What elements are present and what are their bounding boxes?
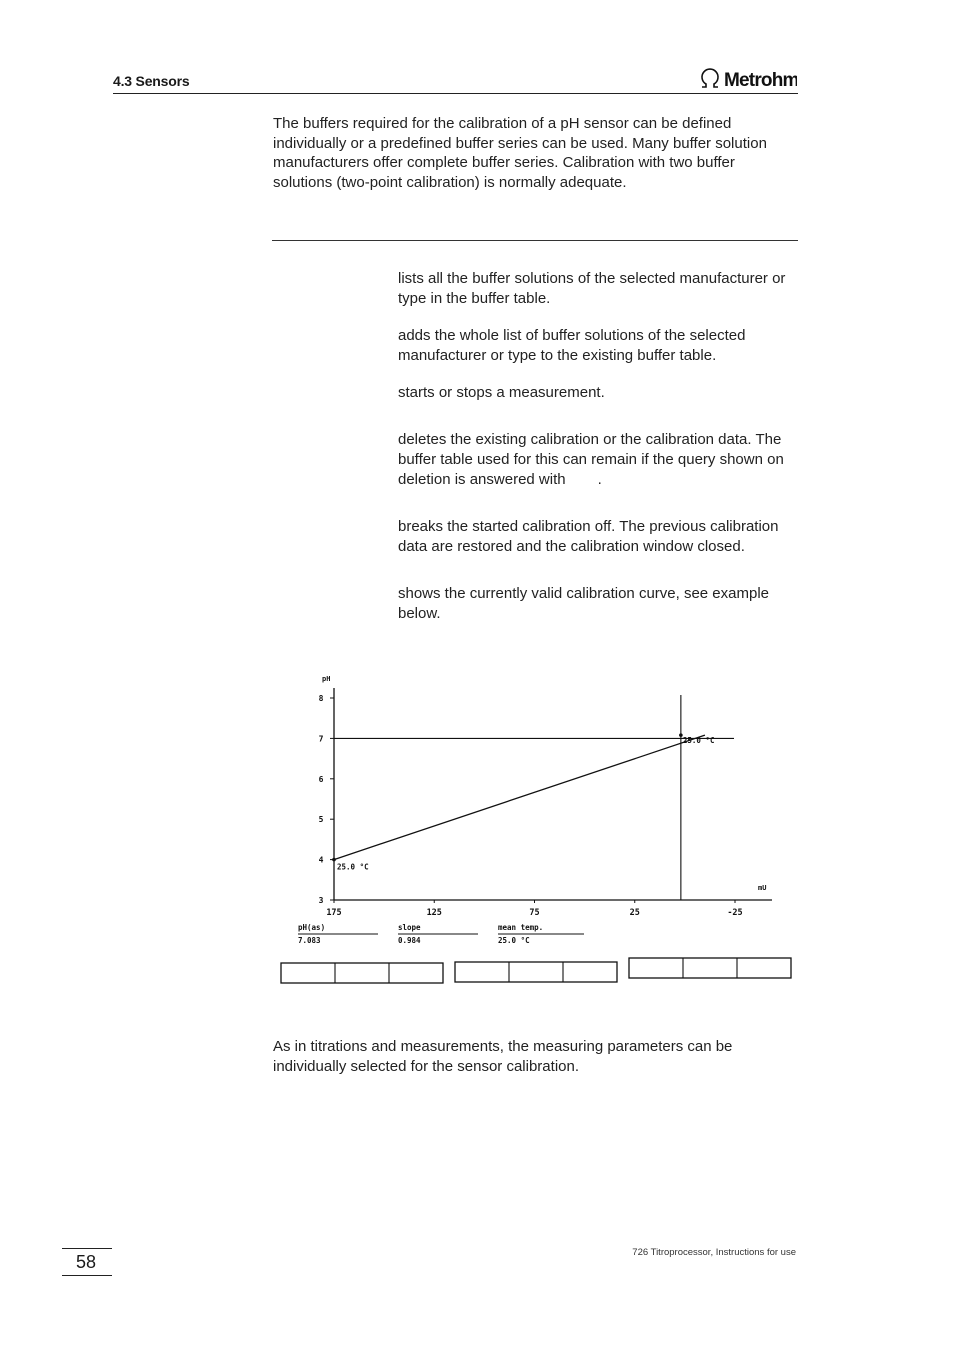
field-value: 25.0 °C <box>498 936 530 945</box>
y-axis-label: pH <box>322 675 331 683</box>
section-divider <box>272 240 798 241</box>
y-tick-label: 4 <box>318 855 324 865</box>
field-value: 7.083 <box>298 936 321 945</box>
omega-icon <box>702 69 718 87</box>
x-tick-label: -25 <box>727 908 743 918</box>
description-show-list: lists all the buffer solutions of the selected manufacturer or type in the buffer table. <box>398 270 786 307</box>
field-label: slope <box>398 923 421 932</box>
x-tick-label: 75 <box>529 908 540 918</box>
field-value: 0.984 <box>398 936 421 945</box>
softkey-group <box>455 962 617 982</box>
manual-title: 726 Titroprocessor, Instructions for use <box>632 1247 796 1258</box>
y-tick-label: 3 <box>318 896 324 905</box>
x-tick-label: 175 <box>326 908 342 918</box>
y-tick-label: 6 <box>318 774 324 784</box>
intro-paragraph: The buffers required for the calibration of a pH sensor can be defined individually or a predefined buffer series can be used. Many buffer solution manufacturers offer complete buffer series. Calibration with two buffer solutions (two-point calibration) is normally adequate. <box>273 115 767 191</box>
description-start-stop: starts or stops a measurement. <box>398 384 605 401</box>
section-label: 4.3 Sensors <box>113 73 190 89</box>
description-show-curve: shows the currently valid calibration curve, see example below. <box>398 585 770 622</box>
outro-paragraph: As in titrations and measurements, the measuring parameters can be individually selected for the sensor calibration. <box>273 1038 733 1075</box>
header-rule <box>113 93 798 94</box>
field-label: mean temp. <box>498 923 544 932</box>
page-number-rule-top <box>62 1248 112 1249</box>
page-number: 58 <box>76 1252 97 1272</box>
y-tick-label: 7 <box>318 734 324 744</box>
softkey-group <box>629 958 791 978</box>
calibration-point-label: 25.0 °C <box>337 862 369 872</box>
calibration-curve-chart <box>272 668 794 986</box>
brand-name: Metrohm <box>724 70 797 91</box>
metrohm-logo <box>697 66 797 92</box>
x-axis-label: mU <box>758 884 767 892</box>
page-number-rule-bottom <box>62 1275 112 1276</box>
description-add-list: adds the whole list of buffer solutions of the selected manufacturer or type to the existing buffer table. <box>398 327 746 364</box>
description-delete-end: . <box>597 471 602 488</box>
calibration-point <box>332 858 336 862</box>
y-tick-label: 5 <box>318 815 324 825</box>
field-label: pH(as) <box>298 923 326 932</box>
description-delete-text: deletes the existing calibration or the calibration data. The buffer table used for this can remain if the query shown on deletion is answered with <box>398 431 784 488</box>
description-cancel: breaks the started calibration off. The previous calibration data are restored and the calibration window closed. <box>398 518 779 555</box>
calibration-line <box>334 735 705 859</box>
softkey-group <box>281 963 443 983</box>
x-tick-label: 25 <box>629 908 640 918</box>
x-tick-label: 125 <box>426 908 442 918</box>
calibration-point-label: 25.0 °C <box>682 736 715 746</box>
description-delete <box>398 430 798 490</box>
y-tick-label: 8 <box>318 694 324 703</box>
